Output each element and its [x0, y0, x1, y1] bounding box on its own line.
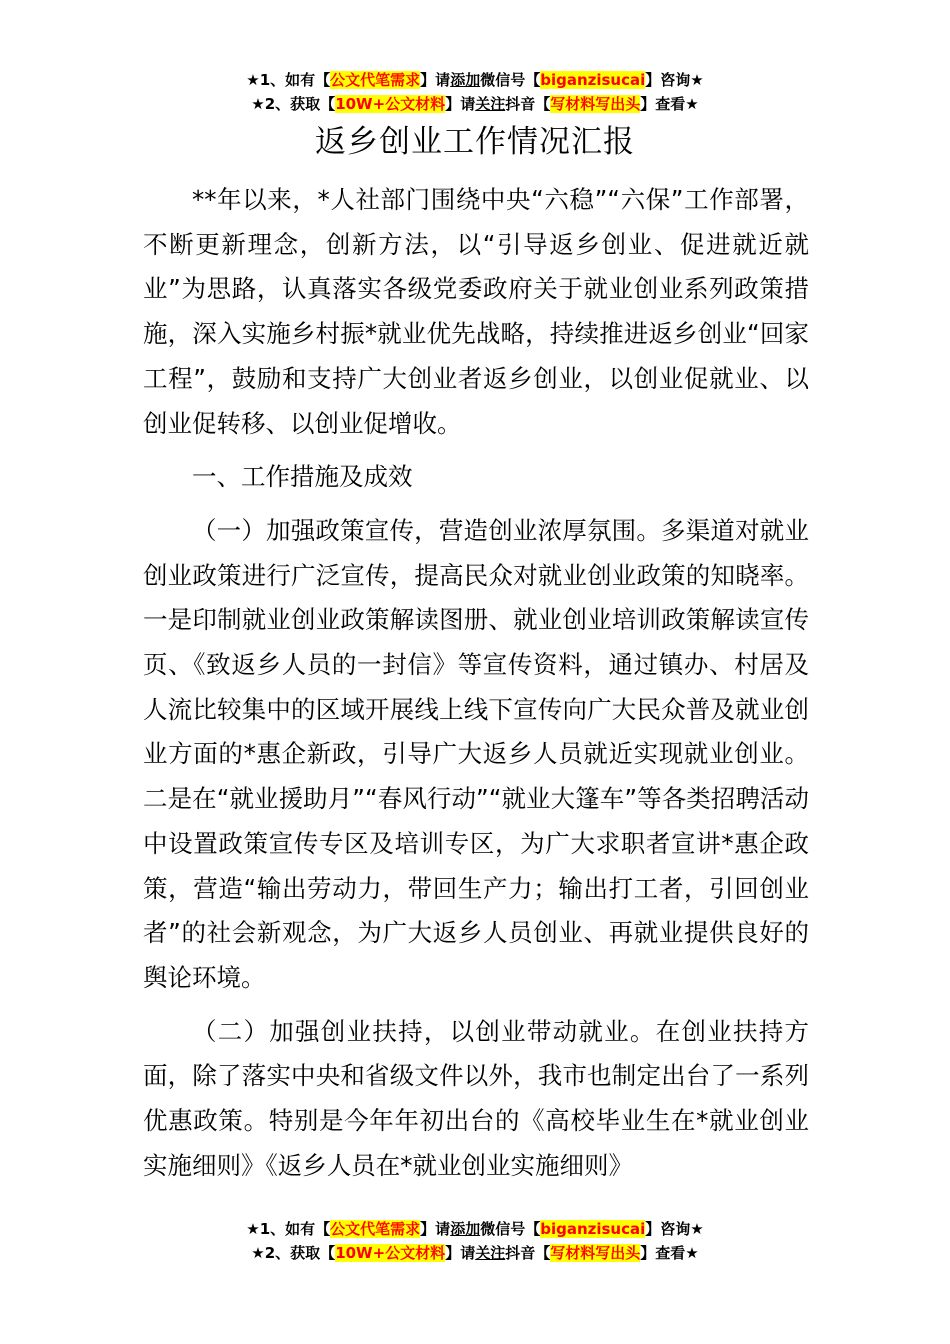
footer-line-1-underline: 添加	[450, 1220, 481, 1238]
banner-line-1-middle: 】请	[420, 71, 451, 89]
document-title: 返乡创业工作情况汇报	[315, 124, 635, 160]
footer-line-1-highlight-wechat: biganzisucai	[540, 1220, 646, 1238]
footer-line-2-middle-2: 抖音【	[505, 1244, 551, 1262]
paragraph-policy-promotion: （一）加强政策宣传，营造创业浓厚氛围。多渠道对就业创业政策进行广泛宣传，提高民众对就业创业政策的知晓率。一是印制就业创业政策解读图册、就业创业培训政策解读宣传页、《致返乡人员的一封信》等宣传资料，通过镇办、村居及人流比较集中的区域开展线上线下宣传向广大民众普及就业创业方面的*惠企新政，引导广大返乡人员就近实现就业创业。二是在“就业援助月”“春风行动”“就业大篷车”等各类招聘活动中设置政策宣传专区及培训专区，为广大求职者宣讲*惠企政策，营造“输出劳动力，带回生产力；输出打工者，引回创业者”的社会新观念，为广大返乡人员创业、再就业提供良好的舆论环境。	[143, 515, 809, 992]
document-body	[143, 178, 809, 1197]
banner-line-2-middle-2: 抖音【	[505, 95, 551, 113]
footer-line-1-prefix: ★1、如有【	[246, 1220, 331, 1238]
banner-line-1	[0, 68, 950, 92]
footer-line-1-middle-2: 微信号【	[480, 1220, 541, 1238]
footer-banner-line-1	[0, 1217, 950, 1241]
banner-line-2-underline: 关注	[475, 95, 506, 113]
footer-line-2-highlight-materials: 10W+公文材料	[335, 1244, 446, 1262]
banner-line-2-suffix: 】查看★	[640, 95, 699, 113]
paragraph-entrepreneurship-support: （二）加强创业扶持，以创业带动就业。在创业扶持方面，除了落实中央和省级文件以外，我市也制定出台了一系列优惠政策。特别是今年年初出台的《高校毕业生在*就业创业实施细则》《返乡人员在*就业创业实施细则》	[143, 1016, 809, 1180]
banner-line-2-highlight-douyin: 写材料写出头	[550, 95, 641, 113]
footer-line-1-middle: 】请	[420, 1220, 451, 1238]
paragraph-intro: **年以来，*人社部门围绕中央“六稳”“六保”工作部署，不断更新理念，创新方法，以“引导返乡创业、促进就近就业”为思路，认真落实各级党委政府关于就业创业系列政策措施，深入实施乡村振*就业优先战略，持续推进返乡创业“回家工程”，鼓励和支持广大创业者返乡创业，以创业促就业、以创业促转移、以创业促增收。	[143, 185, 809, 438]
header-banner	[0, 68, 950, 116]
banner-line-2	[0, 92, 950, 116]
banner-line-1-prefix: ★1、如有【	[246, 71, 331, 89]
banner-line-1-underline: 添加	[450, 71, 481, 89]
banner-line-1-highlight-service: 公文代笔需求	[330, 71, 421, 89]
banner-line-1-middle-2: 微信号【	[480, 71, 541, 89]
banner-line-1-suffix: 】咨询★	[645, 71, 704, 89]
footer-line-2-suffix: 】查看★	[640, 1244, 699, 1262]
footer-line-1-suffix: 】咨询★	[645, 1220, 704, 1238]
banner-line-2-highlight-materials: 10W+公文材料	[335, 95, 446, 113]
banner-line-2-middle: 】请	[445, 95, 476, 113]
footer-banner-line-2	[0, 1241, 950, 1265]
footer-line-1-highlight-service: 公文代笔需求	[330, 1220, 421, 1238]
footer-line-2-prefix: ★2、获取【	[251, 1244, 336, 1262]
footer-line-2-middle: 】请	[445, 1244, 476, 1262]
banner-line-2-prefix: ★2、获取【	[251, 95, 336, 113]
banner-line-1-highlight-wechat: biganzisucai	[540, 71, 646, 89]
footer-banner	[0, 1217, 950, 1265]
section-heading-1: 一、工作措施及成效	[192, 462, 413, 492]
footer-line-2-underline: 关注	[475, 1244, 506, 1262]
footer-line-2-highlight-douyin: 写材料写出头	[550, 1244, 641, 1262]
